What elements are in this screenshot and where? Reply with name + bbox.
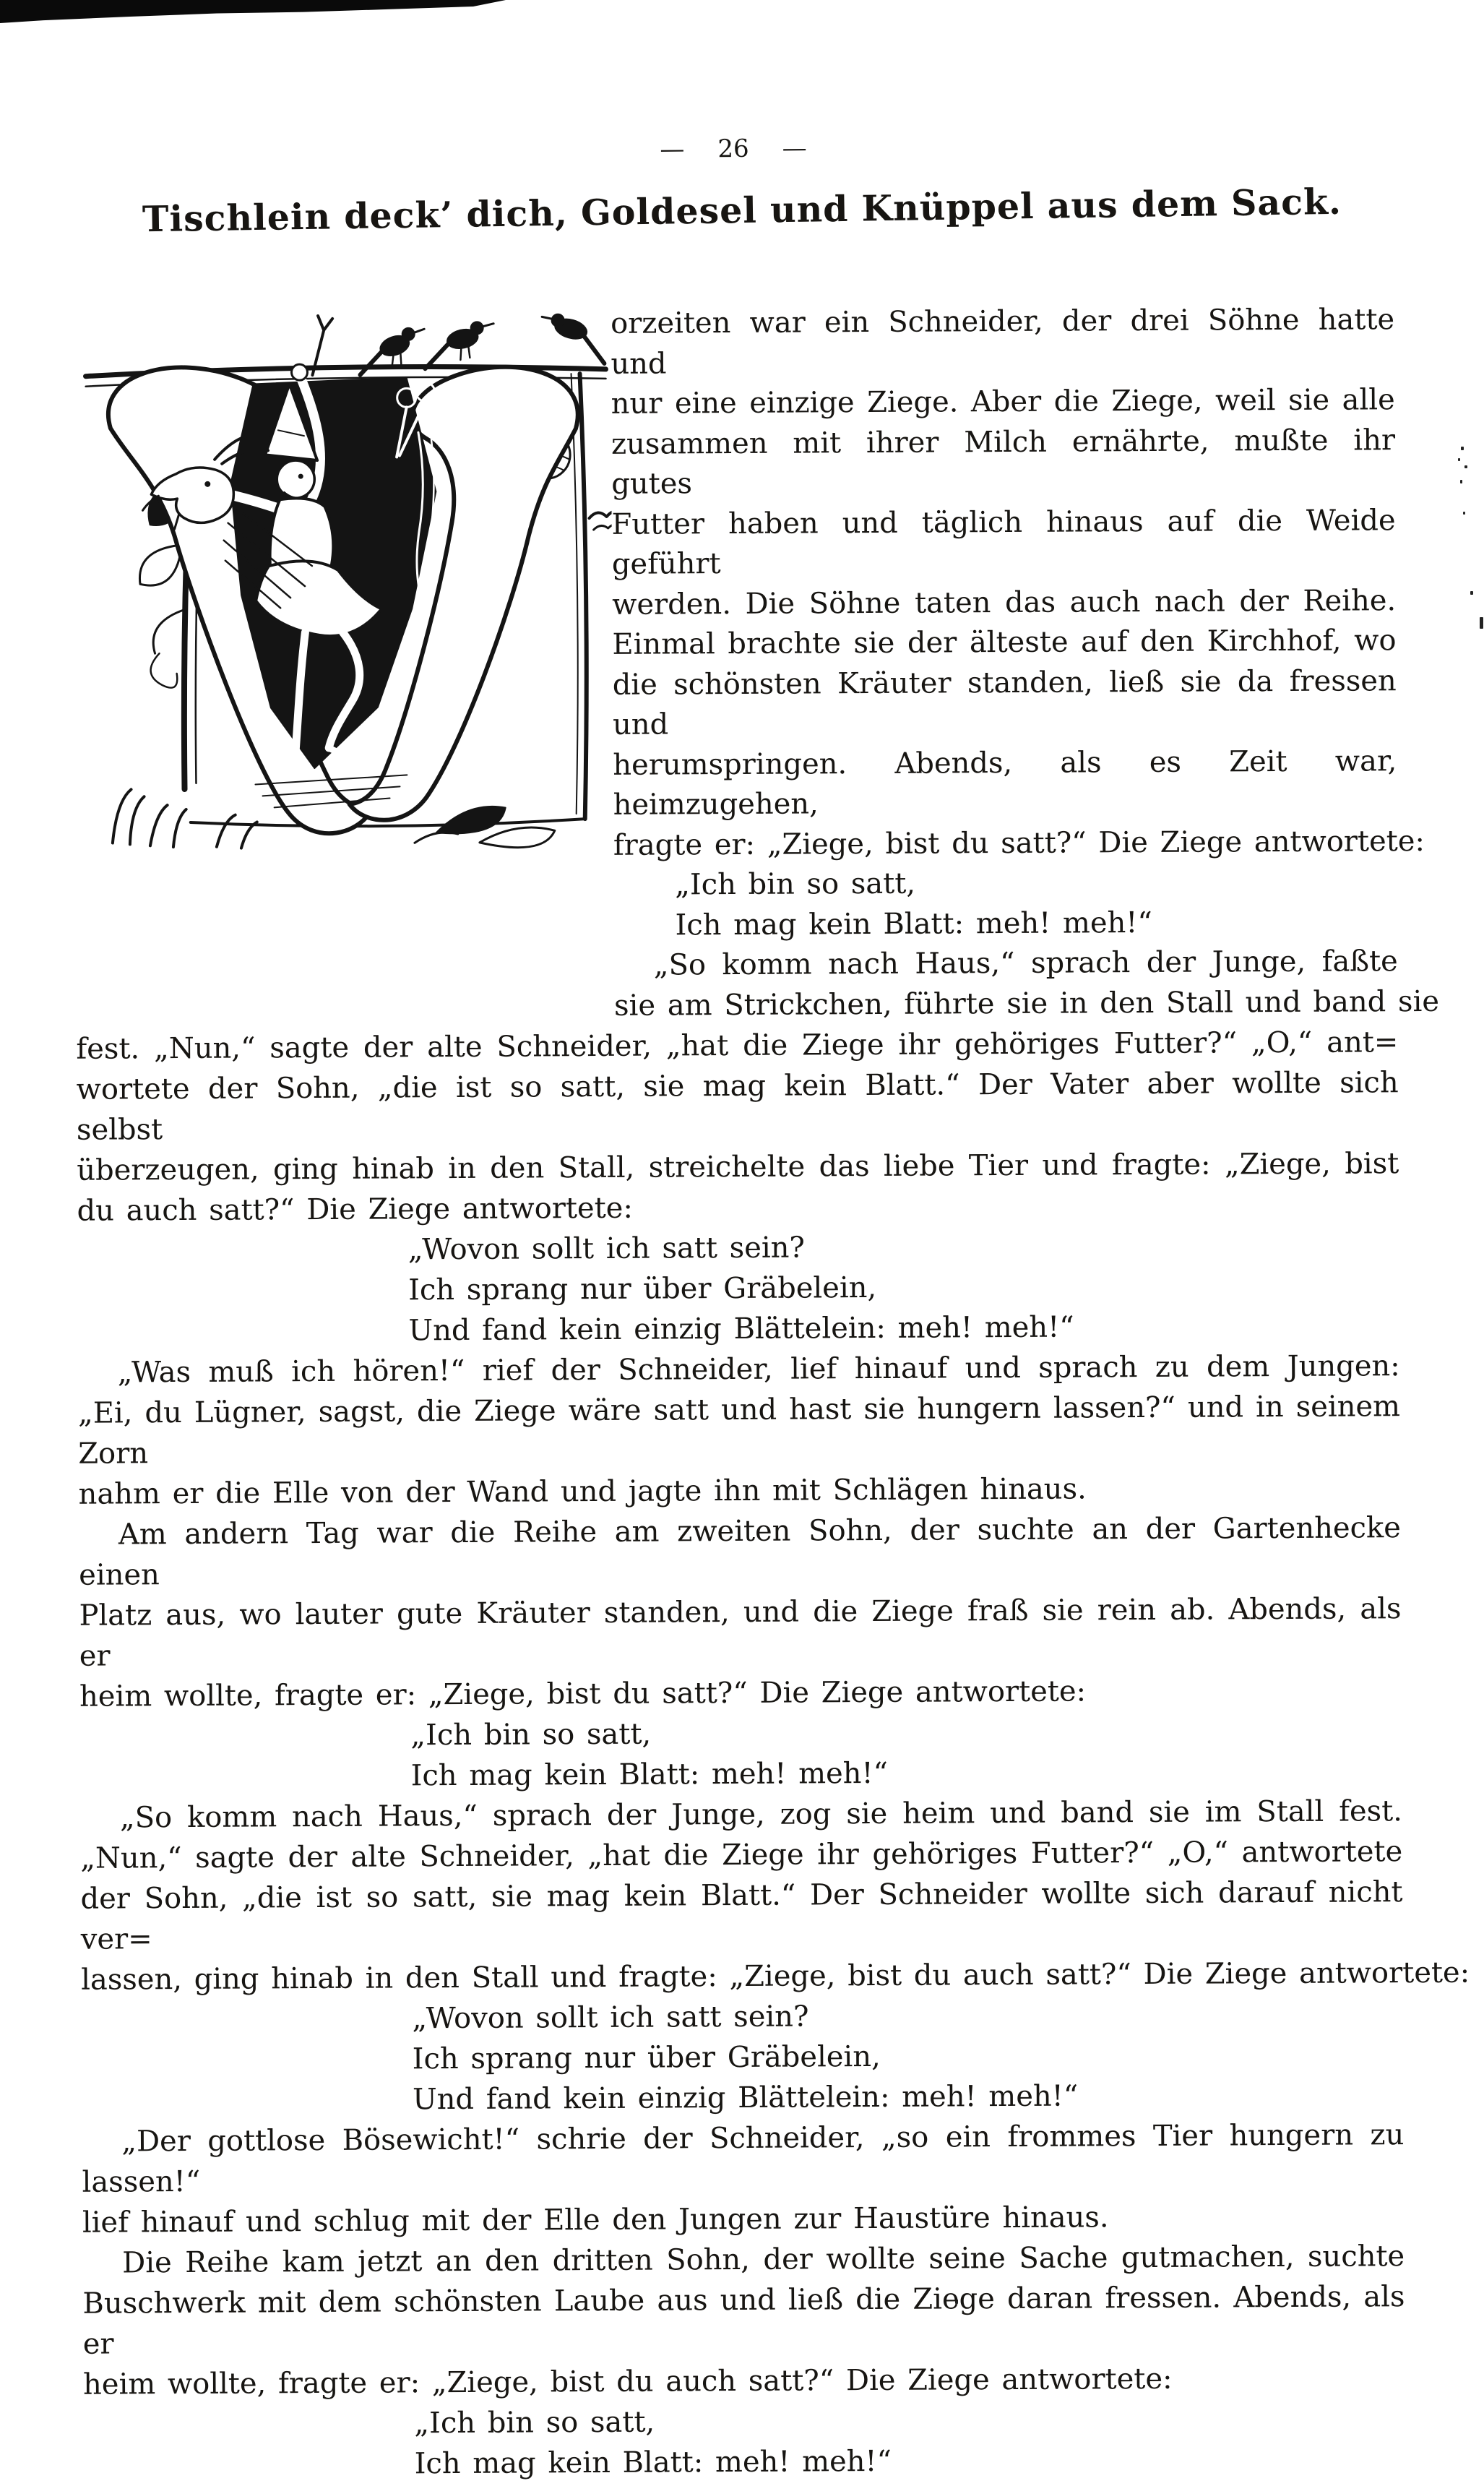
scan-artifact [1458, 458, 1460, 461]
verse-line: „Wovon sollt ich satt sein? [407, 1231, 805, 1267]
scan-artifact [1463, 512, 1465, 515]
text-line: nur eine einzige Ziege. Aber die Ziege, weil sie alle [611, 383, 1395, 421]
text-line: zusammen mit ihrer Milch ernährte, mußte ihr gutes [611, 423, 1396, 501]
text-line: du auch satt?“ Die Ziege antwortete: [77, 1191, 633, 1228]
folio-number: 26 [717, 134, 749, 164]
page-number [0, 128, 1467, 170]
text-line: „So komm nach Haus,“ sprach der Junge, zog sie heim und band sie im Stall fest. [119, 1794, 1403, 1835]
text-line: „Nun,“ sagte der alte Schneider, „hat die Ziege ihr gehöriges Futter?“ „O,“ antwortete [80, 1835, 1403, 1875]
text-line: Futter haben und täglich hinaus auf die Weide geführt [611, 503, 1396, 581]
scan-artifact [1480, 617, 1483, 629]
wrapped-text-column [611, 300, 1440, 1026]
full-width-text [76, 1022, 1470, 2486]
verse-line: Ich mag kein Blatt: meh! meh!“ [675, 906, 1152, 942]
scan-artifact [1461, 447, 1464, 450]
text-line: die schönsten Kräuter standen, ließ sie da fressen und [612, 663, 1397, 741]
verse-line: Und fand kein einzig Blättelein: meh! meh!“ [412, 2079, 1079, 2117]
text-line: Buschwerk mit dem schönsten Laube aus und ließ die Ziege daran fressen. Abends, als er [82, 2280, 1405, 2361]
folio-dash-left: — [660, 134, 685, 164]
verse-line: Und fand kein einzig Blättelein: meh! meh!“ [408, 1310, 1074, 1348]
text-line: Platz aus, wo lauter gute Kräuter standen, und die Ziege fraß sie rein ab. Abends, als er [79, 1592, 1402, 1673]
verse-line: „Ich bin so satt, [410, 1717, 652, 1752]
text-line: lassen, ging hinab in den Stall und fragte: „Ziege, bist du auch satt?“ Die Ziege antwortete: [81, 1956, 1470, 1997]
scan-artifact [0, 0, 506, 23]
text-line: lief hinauf und schlug mit der Elle den Jungen zur Haustüre hinaus. [82, 2201, 1109, 2240]
text-line: fest. „Nun,“ sagte der alte Schneider, „hat die Ziege ihr gehöriges Futter?“ „O,“ ant= [76, 1025, 1399, 1066]
text-line: fragte er: „Ziege, bist du satt?“ Die Ziege antwortete: [613, 824, 1425, 862]
verse-line: Ich sprang nur über Gräbelein, [412, 2039, 881, 2076]
text-line: überzeugen, ging hinab in den Stall, streichelte das liebe Tier und fragte: „Ziege, bist [77, 1147, 1399, 1187]
text-line: Einmal brachte sie der älteste auf den Kirchhof, wo [612, 624, 1397, 661]
verse-line: Ich mag kein Blatt: meh! meh!“ [414, 2444, 892, 2481]
verse-line: „Ich bin so satt, [414, 2405, 655, 2440]
text-line: sie am Strickchen, führte sie in den Stall und band sie [613, 984, 1440, 1023]
verse-line: „Ich bin so satt, [675, 866, 916, 902]
story-text [72, 300, 1470, 2486]
text-line: „Ei, du Lügner, sagst, die Ziege wäre satt und hast sie hungern lassen?“ und in seinem Zorn [77, 1390, 1401, 1471]
text-line: heim wollte, fragte er: „Ziege, bist du auch satt?“ Die Ziege antwortete: [82, 2362, 1173, 2401]
text-line: „So komm nach Haus,“ sprach der Junge, faßte [653, 945, 1398, 982]
text-line: der Sohn, „die ist so satt, sie mag kein Blatt.“ Der Schneider wollte sich darauf nicht ver= [80, 1875, 1403, 1956]
scan-artifact [1464, 465, 1467, 468]
scan-artifact [1460, 480, 1462, 483]
text-line: heim wollte, fragte er: „Ziege, bist du satt?“ Die Ziege antwortete: [79, 1674, 1087, 1713]
text-line: „Der gottlose Bösewicht!“ schrie der Schneider, „so ein frommes Tier hungern zu lassen!“ [82, 2118, 1405, 2199]
verse-line: Ich sprang nur über Gräbelein, [408, 1270, 877, 1307]
text-line: herumspringen. Abends, als es Zeit war, heimzugehen, [613, 744, 1397, 822]
text-line: nahm er die Elle von der Wand und jagte ihn mit Schlägen hinaus. [78, 1472, 1087, 1511]
text-line: Die Reihe kam jetzt an den dritten Sohn, der wollte seine Sache gutmachen, suchte [122, 2240, 1405, 2280]
text-line: orzeiten war ein Schneider, der drei Söhne hatte und [611, 303, 1395, 381]
opening-section [72, 300, 1440, 1029]
verse-line: „Wovon sollt ich satt sein? [412, 2000, 809, 2036]
verse-line: Ich mag kein Blatt: meh! meh!“ [410, 1756, 889, 1793]
scan-artifact [1470, 591, 1473, 595]
text-line: „Was muß ich hören!“ rief der Schneider, lief hinauf und sprach zu dem Jungen: [117, 1349, 1400, 1390]
story-title: Tischlein deck’ dich, Goldesel und Knüppel aus dem Sack. [142, 180, 1342, 241]
text-line: werden. Die Söhne taten das auch nach der Reihe. [612, 583, 1397, 622]
folio-dash-right: — [782, 134, 807, 163]
text-line: wortete der Sohn, „die ist so satt, sie mag kein Blatt.“ Der Vater aber wollte sich selbst [76, 1066, 1399, 1147]
text-line: Am andern Tag war die Reihe am zweiten Sohn, der suchte an der Gartenhecke einen [79, 1511, 1402, 1592]
initial-v-illustration [72, 304, 613, 853]
